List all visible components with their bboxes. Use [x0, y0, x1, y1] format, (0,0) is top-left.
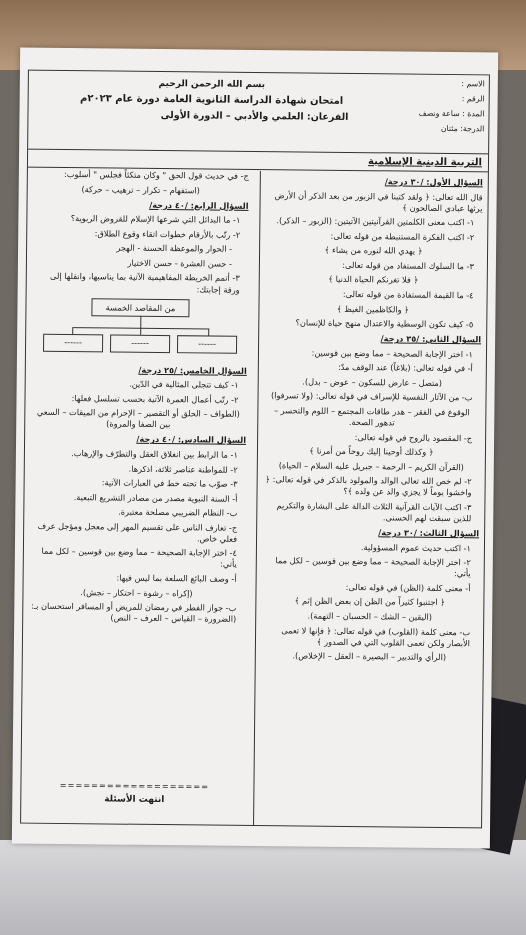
question-line: ١- ما البدائل التي شرعها الإسلام للقروض الربوية؟	[70, 213, 241, 226]
basmala: بسم الله الرحمن الرحيم	[158, 78, 266, 91]
question-heading: السؤال الأول: /٣٠ درجة/	[384, 176, 483, 188]
info-duration: المدة : ساعة ونصف	[418, 108, 485, 119]
question-line: ٣- صوّب ما تحته خط في العبارات الآتية:	[101, 477, 238, 489]
question-line: ج- في حديث قول الحق " وكان متكئاً فجلس " أسلوب:	[64, 168, 249, 181]
question-heading: السؤال الرابع: /٤٠ درجة/	[149, 199, 249, 211]
question-line: (الرأي والتدبير – البصيرة – العقل – الإخلاص).	[292, 650, 447, 663]
question-line: الوقوع في الفقر – هدر طاقات المجتمع – اللوم والتحسر – تدهور الصحة.	[273, 405, 470, 428]
question-line: ٣- اكتب الآيات القرآنية الثلاث الدالة على البشارة والتكريم للذين سبقت لهم الحسنى.	[276, 500, 472, 524]
exam-header	[28, 71, 489, 155]
question-line: (متصل – عارض للسكون – عوض – بدل).	[302, 376, 443, 388]
question-line: قال الله تعالى: ﴿ ولقد كتبنا في الزبور من بعد الذكر أن الأرض يرثها عبادي الصالحون ﴾	[274, 189, 483, 213]
mind-map-tick	[140, 327, 141, 334]
question-line: ﴿ اجتنبوا كثيراً من الظن إن بعض الظن إثم ﴾	[294, 595, 446, 608]
question-line: ب- النظام الضريبي مصلحة معتبرة.	[118, 506, 238, 519]
question-heading: السؤال الثاني: /٣٥ درجة/	[380, 333, 482, 345]
question-line: ﴿ والكاظمين الغيظ ﴾	[336, 303, 410, 315]
header-titles	[34, 77, 388, 125]
question-line: ﴿ يهدي الله لنوره من يشاء ﴾	[324, 245, 423, 257]
exam-frame	[20, 70, 490, 829]
question-line: أ- وصف البائع السلعة بما ليس فيها:	[116, 572, 237, 584]
left-column-bottom	[28, 363, 247, 625]
mind-map-box: ------	[43, 333, 103, 352]
question-line: ٢- للمواطنة عناصر ثلاثة، اذكرها.	[128, 463, 238, 475]
question-line: (إكراه – رشوة – احتكار – نجش).	[80, 586, 193, 598]
end-text: انتهت الأسئلة	[104, 794, 165, 805]
question-line: أ- في قوله تعالى: (بلاغاً) عند الوقف مدّ:	[337, 362, 473, 374]
question-line: ١- اكتب معنى الكلمتين القرآنيتين الآتيتين: (الزبور – الذكر).	[276, 215, 475, 228]
exam-title: امتحان شهادة الدراسة الثانوية العامة دورة عام ٢٠٢٣م	[79, 93, 344, 108]
question-line: ٢- لم خص الله تعالى الوالد والمولود بالذكر في قوله تعالى: ﴿ واخشوا يوماً لا يجزي والد عن ولده ﴾؟	[265, 474, 472, 498]
left-column	[21, 169, 254, 825]
left-column-top	[32, 169, 249, 296]
question-line: ٢- رتّب أعمال العمرة الآتية بحسب تسلسل فعلها:	[71, 392, 239, 405]
question-line: ١- ما الرابط بين انغلاق العقل والتطرّف والإرهاب.	[71, 448, 238, 460]
mind-map-box: ------	[177, 335, 237, 354]
question-line: (اليقين – الشك – الحسبان – التهمة).	[307, 610, 432, 622]
question-line: ٢- اكتب الفكرة المستنبطة من قوله تعالى:	[330, 230, 475, 243]
question-line: ج- تعارف الناس على تقسيم المهر إلى معجل ومؤجل عرف فعلي خاص.	[37, 520, 238, 544]
question-line: ب- من الآثار النفسية للإسراف في قوله تعالى: (ولا تسرفوا)	[270, 390, 473, 403]
question-line: - حسن العشرة - حسن الاختيار	[127, 257, 232, 269]
question-line: ٣- أتمم الخريطة المفاهيمية الآتية بما يناسبها، وانقلها إلى ورقة إجابتك:	[50, 271, 240, 295]
mind-map-root: من المقاصد الخمسة	[91, 298, 189, 317]
info-grade: الدرجة: مئتان	[440, 123, 485, 134]
question-line: أ- معنى كلمة (الظن) في قوله تعالى:	[345, 581, 471, 594]
question-line: ج- المقصود بالروح في قوله تعالى:	[354, 431, 473, 443]
mind-map-tick	[208, 328, 209, 335]
question-line: ٢- اختر الإجابة الصحيحة – مما وضع بين قوسين – لكل مما يأتي:	[275, 555, 471, 579]
mind-map-connector	[140, 315, 141, 327]
question-line: ﴿ وكذلك أوحينا إليك روحاً من أمرنا ﴾	[309, 445, 434, 458]
question-line: ﴿ فلا تغرنكم الحياة الدنيا ﴾	[328, 274, 419, 286]
subject-title: التربية الدينية الإسلامية	[368, 156, 483, 169]
right-column	[253, 171, 488, 827]
question-line: ب- معنى كلمة (القلوب) في قوله تعالى: ﴿ فإنها لا تعمى الأبصار ولكن تعمى القلوب التي في الصدور ﴾	[281, 624, 471, 648]
question-heading: السؤال الثالث: /٣٠ درجة/	[378, 527, 480, 539]
exam-sheet	[12, 48, 498, 849]
question-line: (الطواف – الحلق أو التقصير – الإحرام من الميقات – السعي بين الصفا والمروة)	[36, 406, 240, 430]
question-line: (القرآن الكريم – الرحمة – جبريل عليه السلام – الحياة)	[278, 459, 464, 472]
question-line: ٤- ما القيمة المستفادة من قوله تعالى:	[342, 288, 474, 301]
question-line: - الحوار والموعظة الحسنة - الهجر	[116, 242, 233, 255]
question-line: ١- اختر الإجابة الصحيحة – مما وضع بين قوسين:	[311, 347, 474, 360]
mind-map	[31, 297, 248, 361]
info-name: الاسم :	[461, 79, 485, 89]
question-heading: السؤال الخامس: /٢٥ درجة/	[138, 364, 247, 376]
end-of-questions	[29, 779, 239, 806]
background-cloth	[0, 840, 526, 935]
question-line: ٤- اختر الإجابة الصحيحة – مما وضع بين قوسين – لكل مما يأتي:	[41, 546, 237, 570]
question-line: (استفهام – تكرار – ترهيب – حركة)	[81, 183, 200, 195]
question-line: ٥- كيف تكون الوسطية والاعتدال منهج حياة للإنسان؟	[295, 317, 474, 330]
question-line: ب- جواز الفطر في رمضان للمريض أو المسافر استحسان بـ: (الضرورة – القياس – العرف – النص)	[30, 600, 237, 624]
question-line: أ- السنة النبوية مصدر من مصادر التشريع التبعية.	[73, 491, 238, 504]
mind-map-tick	[72, 327, 73, 334]
question-line: ٢- رتّب بالأرقام خطوات اتقاء وقوع الطلاق:	[94, 228, 241, 240]
exam-branch: الفرعان: العلمي والأدبي – الدورة الأولى	[160, 109, 349, 123]
question-line: ٣- ما السلوك المستفاد من قوله تعالى:	[342, 259, 474, 272]
info-number: الرقم :	[461, 94, 485, 104]
question-heading: السؤال السادس: /٤٠ درجة/	[136, 434, 247, 446]
end-divider: ===================	[59, 779, 210, 792]
mind-map-box: ------	[110, 334, 170, 353]
question-line: ١- اكتب حديث عموم المسؤولية.	[360, 541, 472, 553]
question-line: ١- كيف تتجلى المثالية في الدّين.	[129, 378, 239, 390]
student-info	[392, 78, 485, 139]
